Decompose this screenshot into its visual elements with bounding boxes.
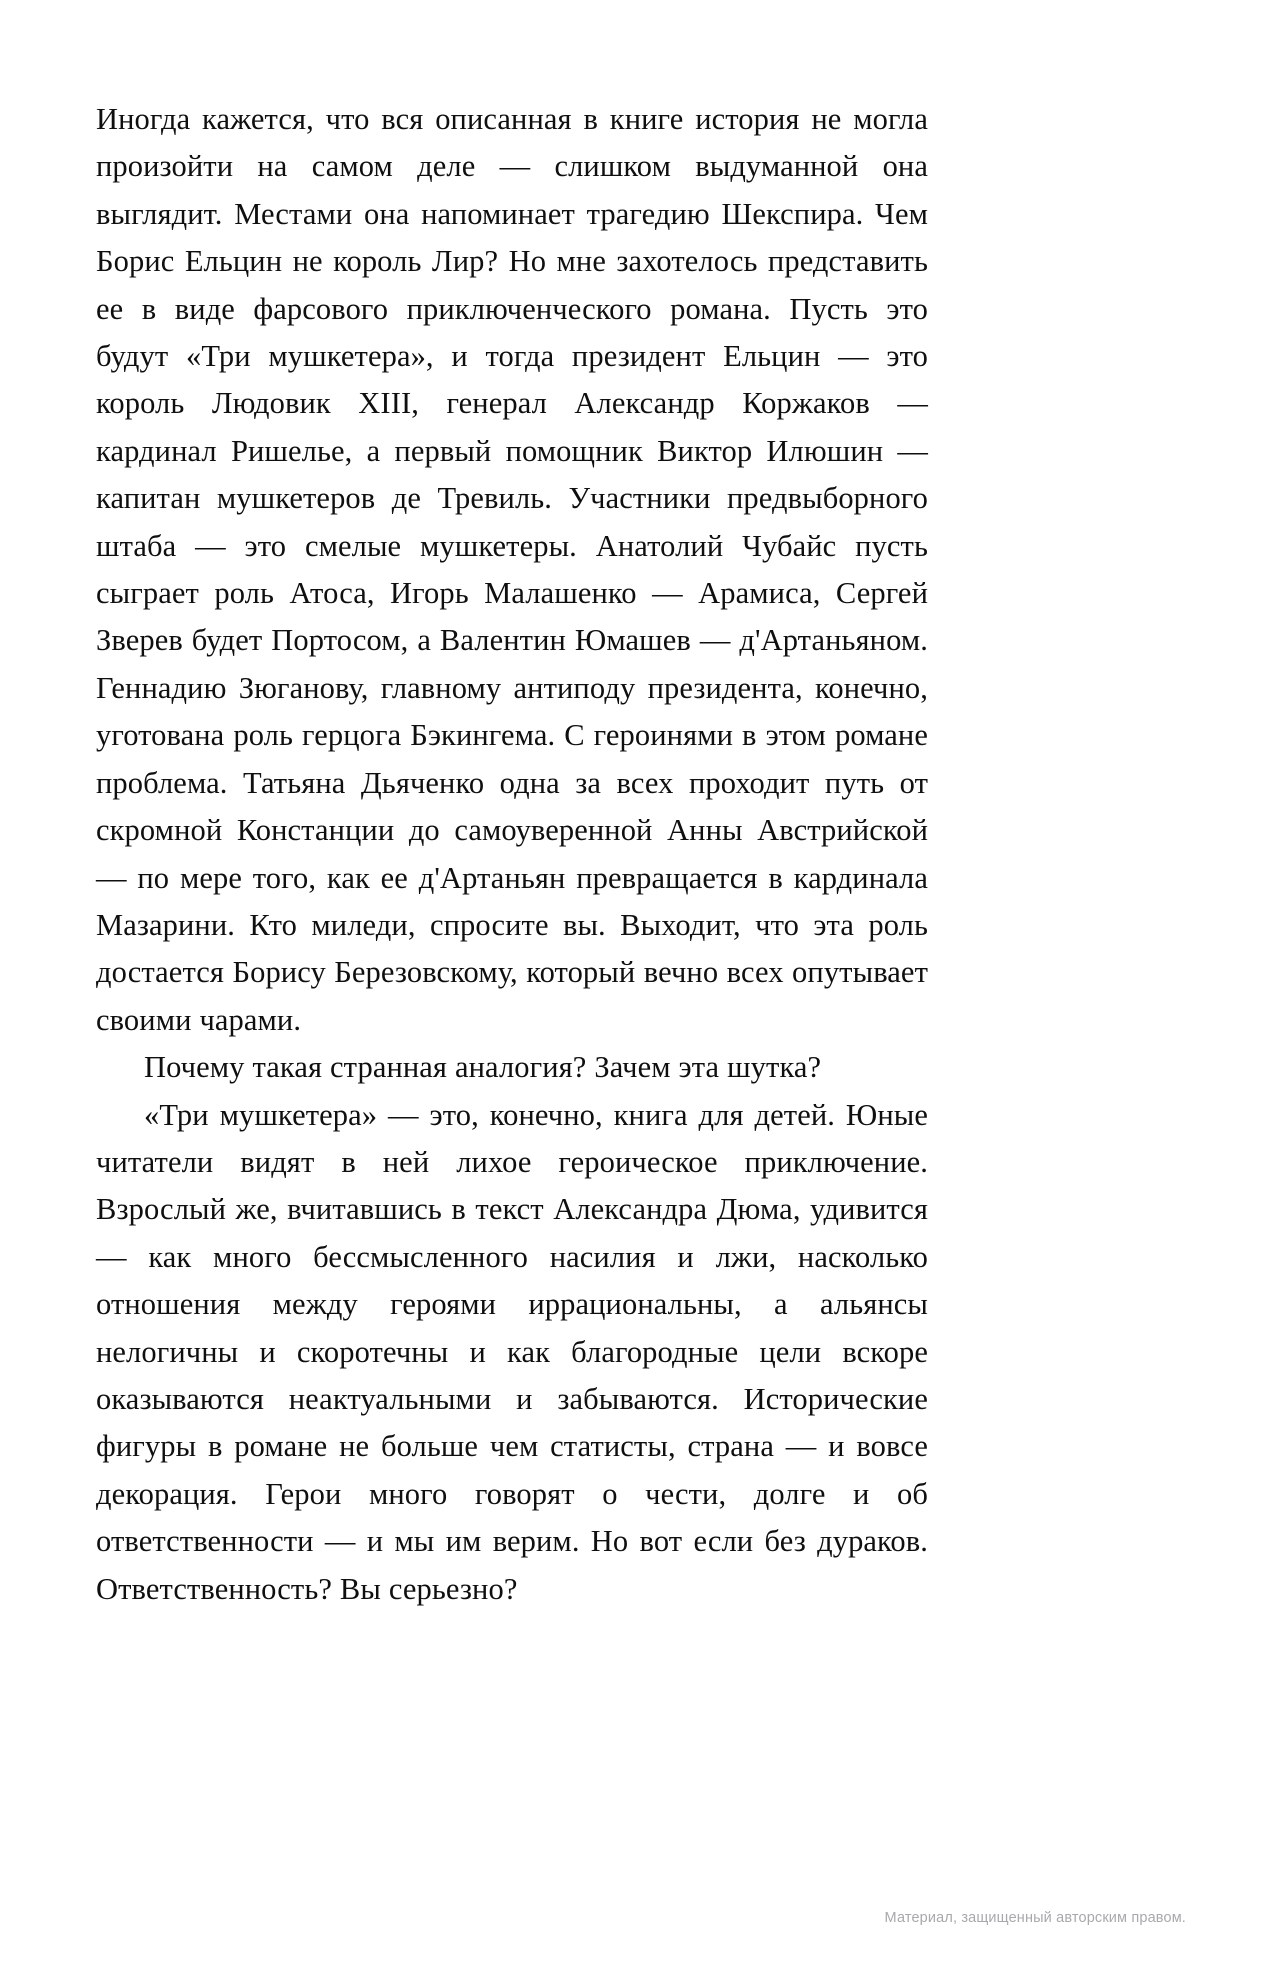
copyright-notice: Материал, защищенный авторским правом.: [884, 1910, 1186, 1926]
text-column: [96, 96, 928, 1613]
paragraph-2: Почему такая странная аналогия? Зачем эта шутка?: [144, 1050, 822, 1085]
paragraph-1: Иногда кажется, что вся описанная в книге история не могла произойти на самом деле — слишком выдуманной она выглядит. Местами она напоминает трагедию Шекспира. Чем Борис Ельцин не король Лир? Но мне захотелось представить ее в виде фарсового приключенческого романа. Пусть это будут «Три мушкетера», и тогда президент Ельцин — это король Людовик XIII, генерал Александр Коржаков — кардинал Ришелье, а первый помощник Виктор Илюшин — капитан мушкетеров де Тревиль. Участники предвыборного штаба — это смелые мушкетеры. Анатолий Чубайс пусть сыграет роль Атоса, Игорь Малашенко — Арамиса, Сергей Зверев будет Портосом, а Валентин Юмашев — д'Артаньяном. Геннадию Зюганову, главному антиподу президента, конечно, уготована роль герцога Бэкингема. С героинями в этом романе проблема. Татьяна Дьяченко одна за всех проходит путь от скромной Констанции до самоуверенной Анны Австрийской — по мере того, как ее д'Артаньян превращается в кардинала Мазарини. Кто миледи, спросите вы. Выходит, что эта роль достается Борису Березовскому, который вечно всех опутывает своими чарами.: [96, 102, 928, 1037]
paragraph-3: «Три мушкетера» — это, конечно, книга для детей. Юные читатели видят в ней лихое героическое приключение. Взрослый же, вчитавшись в текст Александра Дюма, удивится — как много бессмысленного насилия и лжи, насколько отношения между героями иррациональны, а альянсы нелогичны и скоротечны и как благородные цели вскоре оказываются неактуальными и забываются. Исторические фигуры в романе не больше чем статисты, страна — и вовсе декорация. Герои много говорят о чести, долге и об ответственности — и мы им верим. Но вот если без дураков. Ответственность? Вы серьезно?: [96, 1097, 928, 1606]
